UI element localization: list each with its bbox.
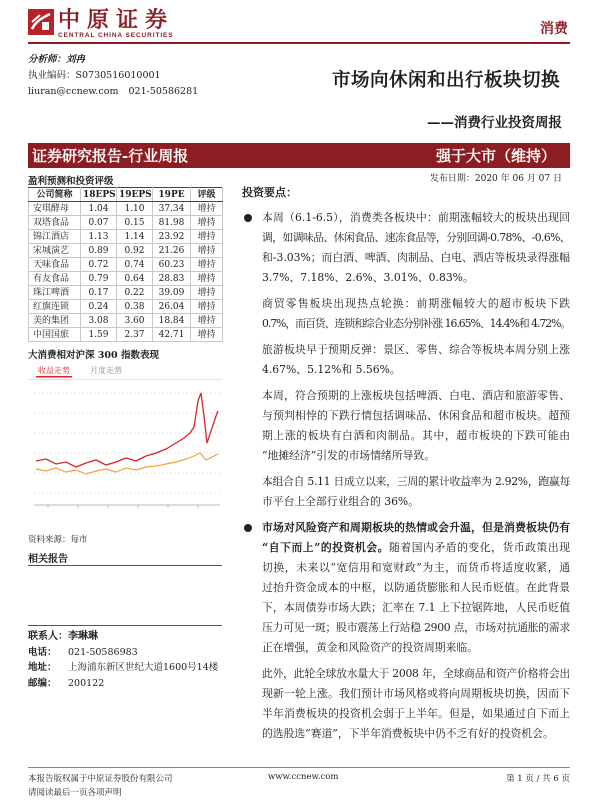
- sector-label: 消费: [540, 21, 568, 37]
- table-cell: 安琪酵母: [29, 202, 81, 216]
- contact-address-label: 地址：: [28, 662, 57, 673]
- table-cell: 美的集团: [29, 314, 81, 328]
- table-cell: 增持: [191, 272, 223, 286]
- chart-tab-monthly: 月度走势: [90, 366, 122, 375]
- chart-heading: 大消费相对沪深 300 指数表现: [28, 350, 159, 361]
- table-cell: 珠江啤酒: [29, 286, 81, 300]
- table-cell: 增持: [191, 286, 223, 300]
- paragraph-line: 下，本周债券市场大跌；汇率在 7.1 上下拉锯阵地，人民币贬值: [262, 601, 570, 614]
- table-cell: 双塔食品: [29, 216, 81, 230]
- chart-background: [28, 361, 222, 521]
- paragraph-line: 压力可见一斑；股市震荡上行站稳 2900 点，市场对抗通胀的需求: [262, 621, 570, 634]
- table-cell: 0.17: [81, 286, 117, 300]
- table-header-row: [29, 188, 223, 202]
- section-divider: [28, 565, 222, 566]
- paragraph-line: 本组合自 5.11 日成立以来，三周的累计收益率为 2.92%，跑赢每: [262, 475, 570, 488]
- footer-copyright: 本报告版权属于中原证券股份有限公司: [28, 774, 173, 784]
- table-cell: 0.15: [117, 216, 153, 230]
- paragraph-line: 商贸零售板块出现热点轮换：前期涨幅较大的超市板块下跌: [262, 297, 570, 310]
- paragraph-line: 期上涨的板块有白酒和肉制品。其中，超市板块的下跌可能由: [262, 429, 570, 442]
- table-cell: 增持: [191, 314, 223, 328]
- table-row: [29, 244, 223, 258]
- table-cell: 0.64: [117, 272, 153, 286]
- footer-divider: [28, 767, 570, 768]
- summary-paragraph: [262, 386, 570, 466]
- paragraph-line: 市平台上全部行业组合的 36%。: [262, 495, 419, 508]
- contact-person: 联系人：李琳琳: [28, 631, 98, 642]
- table-cell: 0.24: [81, 300, 117, 314]
- bullet-icon: [244, 214, 252, 222]
- table-header-cell: 19EPS: [117, 188, 153, 202]
- paragraph-line: 半年消费板块的投资机会弱于上半年。但是，如果通过自下而上: [262, 707, 570, 720]
- table-cell: 37.34: [153, 202, 191, 216]
- table-cell: 0.92: [117, 244, 153, 258]
- table-cell: 3.60: [117, 314, 153, 328]
- paragraph-line: 本周（6.1-6.5），消费类各板块中：前期涨幅较大的板块出现回: [262, 211, 570, 224]
- table-row: [29, 258, 223, 272]
- table-header-cell: 19PE: [153, 188, 191, 202]
- table-cell: 红旗连锁: [29, 300, 81, 314]
- table-row: [29, 216, 223, 230]
- table-cell: 1.13: [81, 230, 117, 244]
- forecast-table: [28, 187, 223, 342]
- table-header-cell: 评级: [191, 188, 223, 202]
- table-cell: 增持: [191, 216, 223, 230]
- publish-date: 发布日期：2020 年 06 月 07 日: [429, 174, 562, 184]
- table-cell: 0.72: [81, 258, 117, 272]
- table-cell: 0.74: [117, 258, 153, 272]
- page-number: 第 1 页 / 共 6 页: [506, 774, 570, 784]
- logo-chinese-name: 中原证券: [58, 7, 175, 33]
- paragraph-line: “地摊经济”引发的市场情绪所导致。: [262, 449, 435, 462]
- report-title: 市场向休闲和出行板块切换: [331, 70, 560, 91]
- analyst-contact: [28, 86, 198, 98]
- table-cell: 有友食品: [29, 272, 81, 286]
- logo-emblem-icon: [28, 9, 54, 35]
- paragraph-line: 旅游板块早于预期反弹：景区、零售、综合等板块本周分别上涨: [262, 343, 570, 356]
- table-cell: 1.04: [81, 202, 117, 216]
- contact-phone-label: 电话：: [28, 647, 57, 658]
- table-cell: 0.38: [117, 300, 153, 314]
- paragraph-line: [262, 518, 570, 538]
- table-cell: 增持: [191, 202, 223, 216]
- paragraph-line: 此外，此轮全球放水量大于 2008 年，全球商品和资产价格将会出: [262, 667, 570, 680]
- table-row: [29, 202, 223, 216]
- paragraph-line: 现新一轮上涨。我们预计市场风格或将向周期板块切换，因而下: [262, 687, 570, 700]
- table-header-cell: 公司简称: [29, 188, 81, 202]
- report-type: 证券研究报告-行业周报: [32, 147, 189, 165]
- forecast-table-body: [29, 202, 223, 342]
- related-reports-heading: 相关报告: [28, 554, 68, 565]
- table-cell: 18.84: [153, 314, 191, 328]
- section-divider: [28, 625, 222, 626]
- contact-zip: [28, 678, 104, 690]
- performance-chart: [28, 361, 222, 521]
- paragraph-line: 4.67%、5.12%和 5.56%。: [262, 363, 401, 376]
- table-cell: 增持: [191, 300, 223, 314]
- table-cell: 中国国旅: [29, 328, 81, 342]
- paragraph-line: 和-3.03%；而白酒、啤酒、肉制品、白电、酒店等板块录得涨幅: [262, 251, 570, 264]
- analyst-email-link[interactable]: liuran@ccnew.com: [28, 86, 119, 97]
- table-cell: 39.09: [153, 286, 191, 300]
- paragraph-line: 的选股选“赛道”，下半年消费板块中仍不乏有好的投资机会。: [262, 727, 554, 740]
- summary-paragraphs: [262, 208, 570, 750]
- key-points-heading: 投资要点：: [242, 186, 297, 199]
- contact-phone-value: 021-50586983: [68, 647, 138, 658]
- table-cell: 增持: [191, 258, 223, 272]
- paragraph-line: 本周，符合预期的上涨板块包括啤酒、白电、酒店和旅游零售、: [262, 389, 570, 402]
- paragraph-line: 调，如调味品、休闲食品、速冻食品等，分别回调-0.78%、-0.6%、: [262, 231, 570, 244]
- table-cell: 60.23: [153, 258, 191, 272]
- chart-source: 资料来源：每市: [28, 535, 88, 545]
- table-row: [29, 286, 223, 300]
- table-cell: 21.26: [153, 244, 191, 258]
- active-tab-underline: [36, 376, 72, 378]
- forecast-heading: 盈利预测和投资评级: [28, 176, 114, 187]
- footer-disclaimer-notice: 请阅读最后一页各项声明: [28, 788, 122, 798]
- table-cell: 0.07: [81, 216, 117, 230]
- contact-address-value: 上海浦东新区世纪大道1600号14楼: [68, 662, 219, 673]
- paragraph-line: 过抬升资金成本的中枢，以防通货膨胀和人民币贬值。在此背景: [262, 581, 570, 594]
- table-cell: 42.71: [153, 328, 191, 342]
- table-cell: 81.98: [153, 216, 191, 230]
- table-row: [29, 300, 223, 314]
- paragraph-line: 切换，未来以“宽信用和宽财政”为主，而货币将适度收紧，通: [262, 561, 570, 574]
- table-cell: 增持: [191, 244, 223, 258]
- table-row: [29, 328, 223, 342]
- emphasis-text: “自下而上”的投资机会。: [262, 541, 389, 554]
- summary-paragraph: [262, 472, 570, 512]
- rating-badge: 强于大市（维持）: [435, 147, 556, 165]
- table-row: [29, 230, 223, 244]
- chart-tab-returns: 收益走势: [38, 366, 70, 375]
- emphasis-text: 市场对风险资产和周期板块的热情或会升温，但是消费板块仍有: [262, 521, 570, 534]
- report-banner: [28, 143, 570, 168]
- analyst-license: 执业编码：S0730516010001: [28, 70, 161, 81]
- analyst-phone: 021-50586281: [128, 86, 199, 97]
- table-cell: 0.89: [81, 244, 117, 258]
- table-cell: 3.08: [81, 314, 117, 328]
- table-row: [29, 314, 223, 328]
- summary-paragraph: [262, 518, 570, 658]
- paragraph-line: 3.7%、7.18%、2.6%、3.01%、0.83%。: [262, 271, 474, 284]
- table-cell: 0.79: [81, 272, 117, 286]
- contact-zip-value: 200122: [68, 678, 105, 689]
- table-cell: 锦江酒店: [29, 230, 81, 244]
- contact-address: [28, 662, 218, 674]
- paragraph-line: 0.7%，而百货、连锁和综合业态分别补涨 16.65%、14.4%和 4.72%。: [262, 317, 571, 330]
- contact-phone: [28, 647, 138, 659]
- table-cell: 天味食品: [29, 258, 81, 272]
- paragraph-line: 正在增强，黄金和风险资产的投资周期来临。: [262, 641, 478, 654]
- table-cell: 28.83: [153, 272, 191, 286]
- analyst-name: 分析师：刘冉: [28, 54, 86, 65]
- table-cell: 1.10: [117, 202, 153, 216]
- table-cell: 0.22: [117, 286, 153, 300]
- report-subtitle: ——消费行业投资周报: [427, 115, 562, 131]
- paragraph-line: [262, 538, 570, 558]
- bullet-icon: [244, 524, 252, 532]
- table-cell: 增持: [191, 328, 223, 342]
- table-cell: 宋城演艺: [29, 244, 81, 258]
- summary-paragraph: [262, 208, 570, 288]
- summary-paragraph: [262, 340, 570, 380]
- contact-zip-label: 邮编：: [28, 678, 57, 689]
- table-cell: 26.04: [153, 300, 191, 314]
- table-cell: 1.59: [81, 328, 117, 342]
- table-cell: 1.14: [117, 230, 153, 244]
- table-cell: 增持: [191, 230, 223, 244]
- footer-website-link[interactable]: www.ccnew.com: [268, 772, 339, 782]
- table-row: [29, 272, 223, 286]
- body-text: 随着国内矛盾的变化，货币政策出现: [389, 541, 571, 554]
- paragraph-line: 与预判相悖的下跌行情包括调味品、休闲食品和超市板块。超预: [262, 409, 570, 422]
- table-cell: 2.37: [117, 328, 153, 342]
- summary-paragraph: [262, 664, 570, 744]
- summary-paragraph: [262, 294, 570, 334]
- header-divider: [28, 42, 570, 44]
- table-header-cell: 18EPS: [81, 188, 117, 202]
- table-cell: 23.92: [153, 230, 191, 244]
- logo-english-name: CENTRAL CHINA SECURITIES: [58, 32, 174, 39]
